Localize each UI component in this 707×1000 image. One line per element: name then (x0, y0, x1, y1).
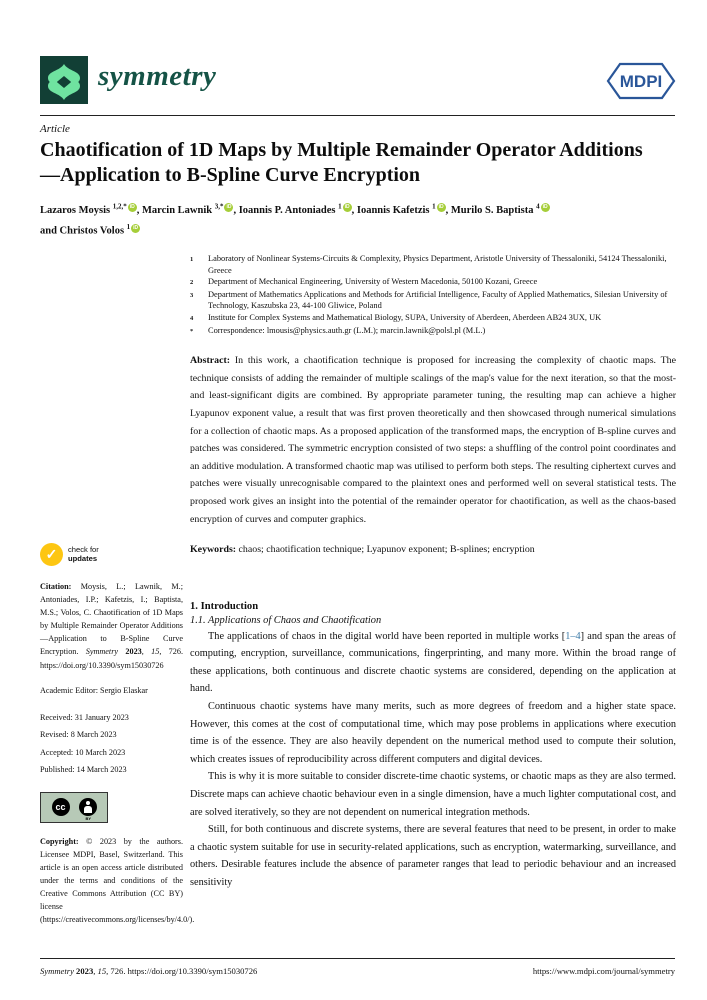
received-date: Received: 31 January 2023 (40, 712, 129, 722)
author: Ioannis Kafetzis $^1$ iD , (356, 202, 451, 216)
sidebar (40, 543, 195, 926)
check-updates-icon: ✓ (40, 543, 63, 566)
svg-text:MDPI: MDPI (619, 72, 663, 91)
cc-by-person-icon (79, 798, 97, 816)
page-title: Chaotification of 1D Maps by Multiple Remainder Operator Additions—Application to B-Spline Curve Encryption (40, 139, 643, 186)
keywords: Keywords: chaos; chaotification technique; Lyapunov exponent; B-splines; encryption (190, 544, 535, 556)
orcid-icon[interactable]: iD (129, 204, 135, 210)
subsection-heading: 1.1. Applications of Chaos and Chaotification (190, 614, 382, 626)
author: Murilo S. Baptista $^4$ iD (450, 202, 548, 216)
affiliation: 4 Institute for Complex Systems and Mathematical Biology, SUPA, University of Aberdeen, Aberdeen AB24 3UX, UK (190, 312, 602, 322)
footer-divider (40, 958, 675, 959)
abstract: Abstract: In this work, a chaotification technique is proposed for increasing the complexity of chaotic maps. The technique consists of adding the remainder of multiple scalings of the map's value for the next iteration, so that the most- and least-significant digits are combined. By appropriate parameter tuning, the resulting map can achieve a higher Lyapunov exponent value, a result that was first proven theoretically and then showcased through numerical simulations for a collection of chaotic maps. As a proposed application of the transformed maps, the encryption of B-spline curves and patches was considered. The symmetric encryption consisted of two steps: a shuffling of the control point coordinates and an additive modulation. A transformed chaotic map was utilised to perform both steps. The resulting ciphertext curves and patches were visually unrecognisable compared to the plaintext ones and performed well on several statistical tests. The proposed work gives an insight into the potential of the remainder operator for chaotification, as well as the chaos-based encryption of curves and computer graphics. (190, 355, 676, 525)
citation-block: Citation: Moysis, L.; Lawnik, M.; Antoniades, I.P.; Kafetzis, I.; Baptista, M.S.; Volos, C. Chaotification of 1D Maps by Multiple Remainder Operator Additions—Application to B-Spline Curve Encryption. Symmetry 2023, 15, 726. https://doi.org/10.3390/sym15030726 (40, 582, 184, 670)
article-dates (40, 709, 183, 779)
section-heading-introduction: 1. Introduction (190, 600, 259, 612)
paragraph: Still, for both continuous and discrete systems, there are several features that need to be present, in order to make a chaotic system suitable for use in security-related applications, such as encryption, watermarking, surveillance, and others. Desirable features include the absence of parameter ranges that lead to periodic behaviour and an increased sensitivity (190, 824, 676, 888)
affiliation-correspondence: * Correspondence: lmousis@physics.auth.gr (L.M.); marcin.lawnik@polsl.pl (M.L.) (190, 325, 486, 335)
header-divider (40, 115, 675, 116)
reference-link[interactable]: 1–4 (565, 630, 581, 642)
check-for-updates-badge[interactable] (40, 543, 183, 566)
orcid-icon[interactable]: iD (542, 204, 548, 210)
author: and Christos Volos $^1$ iD (40, 222, 139, 236)
published-date: Published: 14 March 2023 (40, 765, 127, 775)
mdpi-logo (606, 62, 676, 100)
journal-name: symmetry (98, 60, 217, 92)
affiliation: 2 Department of Mechanical Engineering, University of Western Macedonia, 50100 Kozani, Greece (190, 277, 538, 287)
symmetry-logo-icon (40, 56, 88, 104)
orcid-icon[interactable]: iD (438, 204, 444, 210)
cc-by-license-badge[interactable] (40, 792, 108, 823)
orcid-icon[interactable]: iD (344, 204, 350, 210)
cc-icon: cc (52, 798, 70, 816)
paragraph: The applications of chaos in the digital world have been reported in multiple works [1–4] and span the areas of computing, encryption, surveillance, communications, fingerprinting, and many more. Within the broad range of these applications, both continuous and discrete chaotic systems are considered, depending on the application at hand. (190, 630, 676, 695)
author: Lazaros Moysis $^{1,2,*}$ iD , (40, 202, 142, 216)
orcid-icon[interactable]: iD (226, 204, 232, 210)
author: Ioannis P. Antoniades $^1$ iD , (238, 202, 357, 216)
orcid-icon[interactable]: iD (133, 224, 139, 231)
footer-citation: Symmetry 2023, 15, 726. https://doi.org/10.3390/sym15030726 (40, 966, 258, 976)
affiliation: 3 Department of Mathematics Applications and Methods for Artificial Intelligence, Faculty of Applied Mathematics, Silesian University of Technology, Kaszubska 23, 44-100 Gliwice, Poland (190, 289, 668, 311)
authors-line (40, 198, 680, 239)
footer (40, 966, 675, 976)
main-column (190, 253, 676, 892)
affiliations (190, 253, 676, 337)
copyright-block: Copyright: © 2023 by the authors. Licensee MDPI, Basel, Switzerland. This article is an open access article distributed under the terms and conditions of the Creative Commons Attribution (CC BY) license (https://creativecommons.org/licenses/by/4.0/). (40, 836, 195, 925)
paragraph: This is why it is more suitable to consider discrete-time chaotic systems, or chaotic maps as they are also termed. Discrete maps can achieve chaotic behaviour even in a single dimension, have a much lighter computational cost, and are solved iteratively, so they are not dependent on numerical integration methods. (190, 771, 676, 818)
accepted-date: Accepted: 10 March 2023 (40, 747, 126, 757)
cc-by-label: BY (85, 815, 91, 821)
article-type-label: Article (40, 123, 70, 135)
footer-journal-url[interactable]: https://www.mdpi.com/journal/symmetry (532, 966, 675, 976)
paragraph: Continuous chaotic systems have many merits, such as more degrees of freedom and a higher state space. However, this comes at the cost of computational time, which may pose problems in applications where execution time is of the essence. They are also heavily dependent on the numerical method used to compute their solution, which creates issues of reproducibility across different computers and digital devices. (190, 701, 676, 765)
revised-date: Revised: 8 March 2023 (40, 730, 117, 740)
affiliation: 1 Laboratory of Nonlinear Systems-Circuits & Complexity, Physics Department, Aristotle University of Thessaloniki, 54124 Thessaloniki, Greece (190, 254, 667, 275)
check-updates-label: check for updates (68, 545, 99, 563)
author: Marcin Lawnik $^{3,*}$ iD , (141, 202, 239, 216)
academic-editor: Academic Editor: Sergio Elaskar (40, 685, 148, 695)
